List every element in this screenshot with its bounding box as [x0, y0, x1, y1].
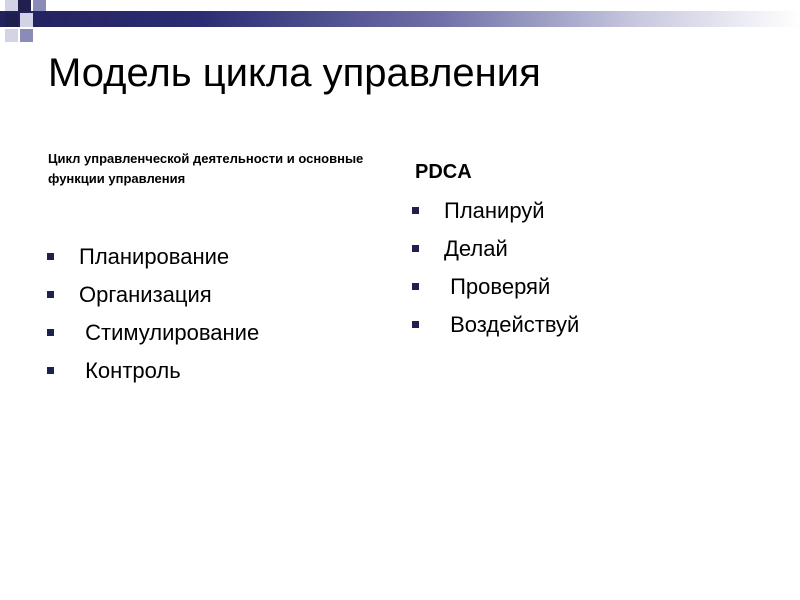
- pdca-list: [412, 192, 579, 344]
- square-bullet-icon: [412, 245, 419, 252]
- decor-square: [5, 0, 18, 11]
- slide-title: Модель цикла управления: [48, 51, 541, 95]
- list-item-label: Контроль: [79, 358, 181, 383]
- list-item-label: Воздействуй: [444, 312, 580, 337]
- square-bullet-icon: [47, 253, 54, 260]
- list-item-label: Стимулирование: [79, 320, 260, 345]
- list-item: [412, 306, 579, 344]
- pdca-heading: PDCA: [415, 161, 472, 183]
- square-bullet-icon: [47, 329, 54, 336]
- square-bullet-icon: [47, 367, 54, 374]
- decor-square: [5, 13, 18, 27]
- decor-square: [33, 0, 46, 11]
- square-bullet-icon: [47, 291, 54, 298]
- management-functions-list: [47, 238, 259, 390]
- list-item-label: Делай: [444, 236, 508, 261]
- decor-square: [18, 0, 31, 11]
- square-bullet-icon: [412, 283, 419, 290]
- square-bullet-icon: [412, 321, 419, 328]
- list-item: [412, 230, 579, 268]
- list-item-label: Проверяй: [444, 274, 551, 299]
- list-item: [412, 268, 579, 306]
- list-item: [412, 192, 579, 230]
- list-item: [47, 352, 259, 390]
- list-item-label: Планируй: [444, 198, 545, 223]
- decor-square: [20, 13, 33, 27]
- decor-square: [20, 29, 33, 42]
- list-item-label: Планирование: [79, 244, 230, 269]
- header-gradient-band: [0, 11, 800, 27]
- square-bullet-icon: [412, 207, 419, 214]
- list-item: [47, 276, 259, 314]
- list-item: [47, 314, 259, 352]
- list-item: [47, 238, 259, 276]
- left-subtitle: Цикл управленческой деятельности и основные функции управления: [48, 151, 364, 186]
- decor-square: [5, 29, 18, 42]
- list-item-label: Организация: [79, 282, 212, 307]
